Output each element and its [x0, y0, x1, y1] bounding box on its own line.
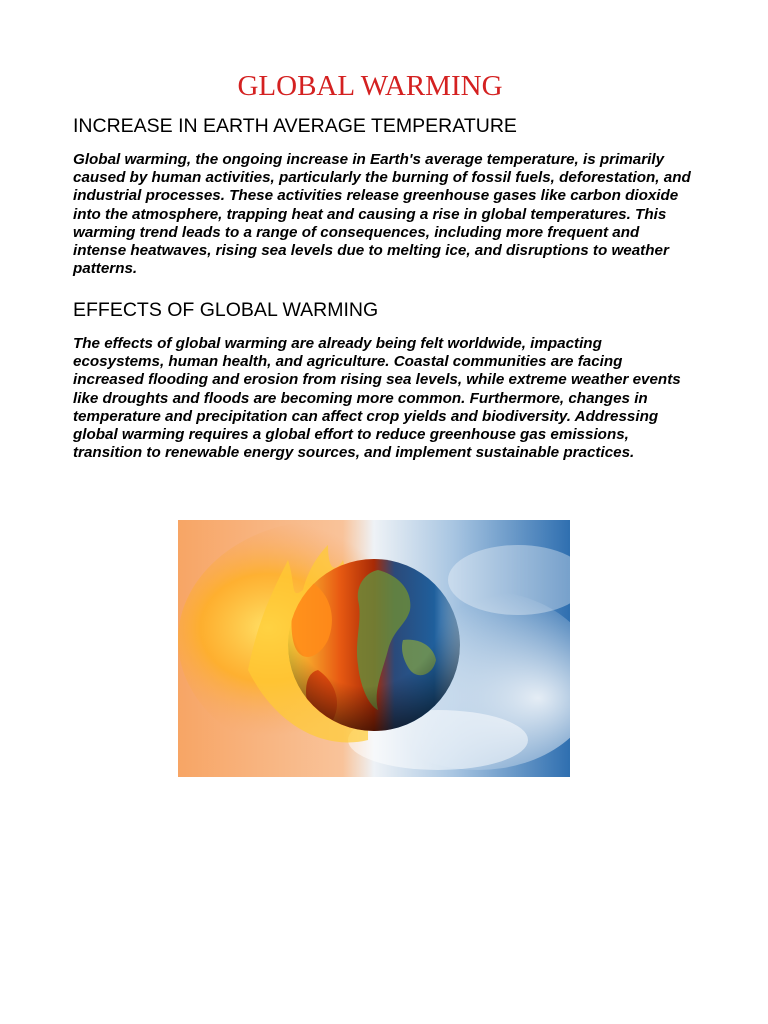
section-heading-effects: EFFECTS OF GLOBAL WARMING: [73, 299, 379, 321]
section-body-temperature: Global warming, the ongoing increase in Earth's average temperature, is primarily caused by human activities, particularly the burning of fossil fuels, deforestation, and industrial processes. These activities release greenhouse gases like carbon dioxide into the atmosphere, trapping heat and causing a rise in global temperatures. This warming trend leads to a range of consequences, including more frequent and intense heatwaves, rising sea levels due to melting ice, and disruptions to weather patterns.: [73, 151, 691, 278]
page-title: GLOBAL WARMING: [237, 70, 503, 102]
burning-earth-image: [178, 520, 570, 777]
section-body-effects: The effects of global warming are already being felt worldwide, impacting ecosystems, human health, and agriculture. Coastal communities are facing increased flooding and erosion from rising sea levels, while extreme weather events like droughts and floods are becoming more common. Furthermore, changes in temperature and precipitation can affect crop yields and biodiversity. Addressing global warming requires a global effort to reduce greenhouse gas emissions, transition to renewable energy sources, and implement sustainable practices.: [73, 335, 681, 462]
section-heading-temperature: INCREASE IN EARTH AVERAGE TEMPERATURE: [73, 115, 517, 137]
